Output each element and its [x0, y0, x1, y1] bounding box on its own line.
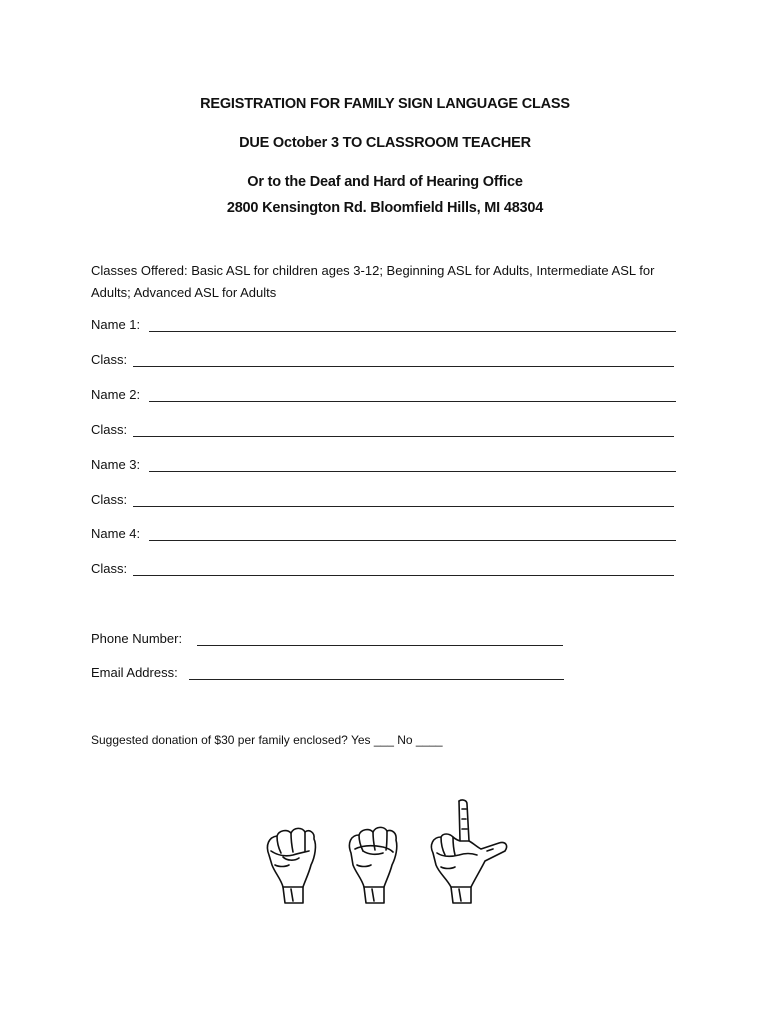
- email-address-label: Email Address:: [91, 665, 178, 680]
- class-2-field[interactable]: [91, 422, 681, 442]
- asl-letter-s-hand-icon: [349, 827, 396, 903]
- donation-question: Suggested donation of $30 per family enclosed? Yes ___ No ____: [91, 733, 443, 747]
- phone-number-line[interactable]: [197, 645, 563, 646]
- phone-number-field[interactable]: [91, 631, 571, 651]
- class-4-label: Class:: [91, 561, 128, 576]
- classes-offered-text: Classes Offered: Basic ASL for children ages 3-12; Beginning ASL for Adults, Intermediate ASL for Adults; Advanced ASL for Adults: [91, 263, 655, 300]
- name-1-line[interactable]: [149, 331, 676, 332]
- class-3-line[interactable]: [133, 506, 674, 507]
- name-4-label: Name 4:: [91, 526, 141, 541]
- due-notice: DUE October 3 TO CLASSROOM TEACHER: [239, 135, 531, 151]
- office-address: 2800 Kensington Rd. Bloomfield Hills, MI 48304: [226, 200, 544, 216]
- class-1-label: Class:: [91, 352, 128, 367]
- name-4-field[interactable]: [91, 526, 681, 546]
- name-3-field[interactable]: [91, 457, 681, 477]
- class-2-line[interactable]: [133, 436, 674, 437]
- office-name: Or to the Deaf and Hard of Hearing Office: [247, 174, 523, 190]
- name-2-label: Name 2:: [91, 387, 141, 402]
- class-3-label: Class:: [91, 492, 128, 507]
- class-1-field[interactable]: [91, 352, 681, 372]
- form-title: REGISTRATION FOR FAMILY SIGN LANGUAGE CLASS: [200, 96, 570, 112]
- class-4-field[interactable]: [91, 561, 681, 581]
- name-4-line[interactable]: [149, 540, 676, 541]
- class-3-field[interactable]: [91, 492, 681, 512]
- name-1-label: Name 1:: [91, 317, 141, 332]
- asl-letter-a-hand-icon: [267, 828, 315, 903]
- name-2-line[interactable]: [149, 401, 676, 402]
- phone-number-label: Phone Number:: [91, 631, 183, 646]
- name-3-line[interactable]: [149, 471, 676, 472]
- class-1-line[interactable]: [133, 366, 674, 367]
- class-4-line[interactable]: [133, 575, 674, 576]
- email-address-line[interactable]: [189, 679, 564, 680]
- name-2-field[interactable]: [91, 387, 681, 407]
- name-1-field[interactable]: [91, 317, 681, 337]
- class-2-label: Class:: [91, 422, 128, 437]
- asl-fingerspelling-hands-icon: [255, 795, 515, 910]
- asl-letter-l-hand-icon: [431, 800, 506, 903]
- name-3-label: Name 3:: [91, 457, 141, 472]
- email-address-field[interactable]: [91, 665, 571, 685]
